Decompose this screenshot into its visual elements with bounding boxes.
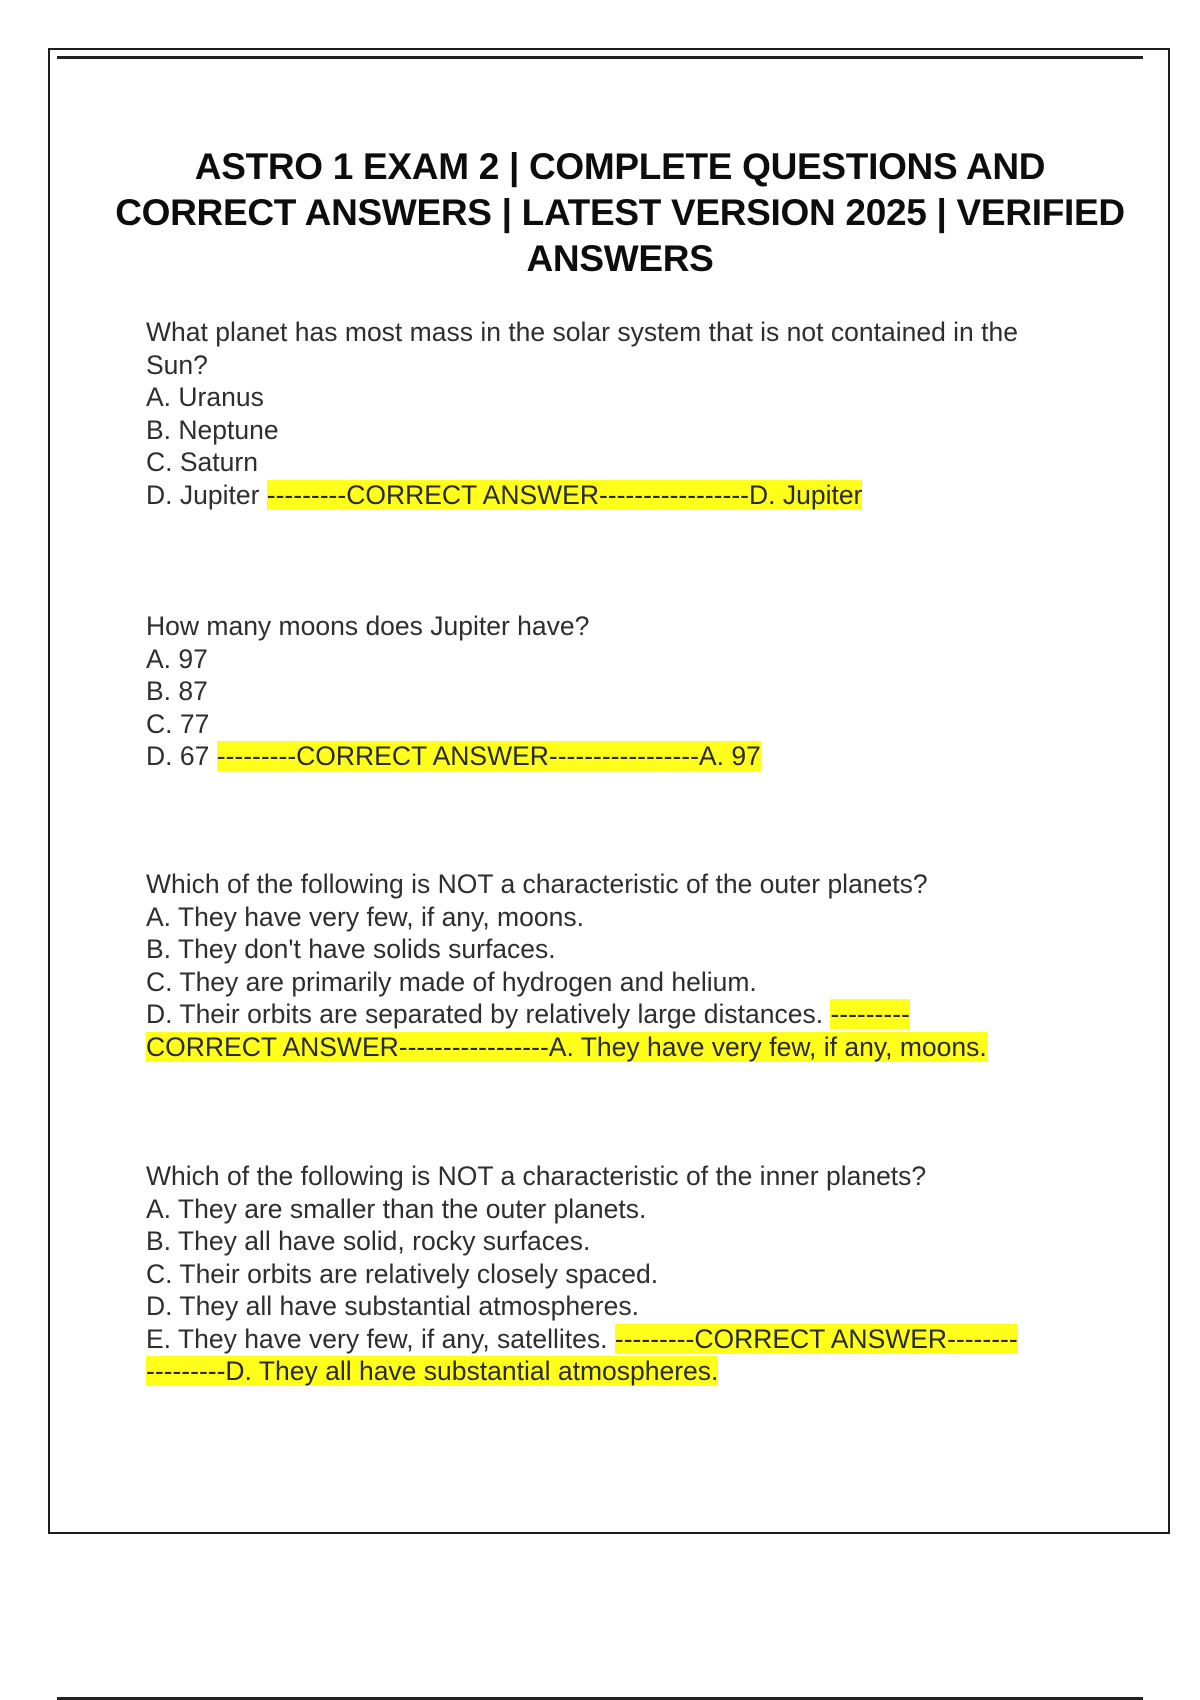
option-c: C. Saturn	[146, 447, 258, 477]
question-4	[146, 1160, 1086, 1388]
option-d: D. Jupiter	[146, 479, 260, 510]
answer-row	[146, 1031, 1086, 1064]
correct-answer-highlight: ---------	[830, 999, 910, 1029]
question-prompt: How many moons does Jupiter have?	[146, 611, 590, 641]
question-prompt: Which of the following is NOT a characteristic of the outer planets?	[146, 869, 928, 899]
question-1	[146, 316, 1086, 511]
option-c: C. Their orbits are relatively closely spaced.	[146, 1258, 659, 1289]
option-a: A. They are smaller than the outer planets.	[146, 1193, 647, 1224]
question-3	[146, 868, 1086, 1063]
correct-answer-highlight: ---------CORRECT ANSWER--------	[614, 1323, 1018, 1354]
option-a: A. Uranus	[146, 382, 264, 412]
correct-answer-highlight: ---------CORRECT ANSWER-----------------D. Jupiter	[266, 479, 863, 510]
correct-answer-highlight: ---------CORRECT ANSWER-----------------A. 97	[216, 741, 761, 771]
option-b: B. Neptune	[146, 414, 279, 445]
option-a: A. 97	[146, 643, 208, 674]
option-d: D. 67	[146, 741, 210, 771]
option-c: C. They are primarily made of hydrogen and helium.	[146, 966, 757, 997]
answer-row	[146, 1355, 1086, 1388]
question-prompt-cont: Sun?	[146, 349, 208, 380]
document-title: ASTRO 1 EXAM 2 | COMPLETE QUESTIONS AND CORRECT ANSWERS | LATEST VERSION 2025 | VERIFIED ANSWERS	[115, 146, 1125, 279]
option-b: B. They don't have solids surfaces.	[146, 934, 556, 964]
header-rule	[57, 56, 1143, 59]
option-d-row	[146, 479, 1086, 512]
question-prompt: Which of the following is NOT a characteristic of the inner planets?	[146, 1161, 927, 1191]
option-d-row	[146, 740, 1086, 773]
option-d: D. They all have substantial atmospheres.	[146, 1291, 639, 1321]
correct-answer-highlight-cont: CORRECT ANSWER-----------------A. They have very few, if any, moons.	[146, 1031, 987, 1062]
option-a: A. They have very few, if any, moons.	[146, 901, 584, 932]
correct-answer-highlight-cont: ---------D. They all have substantial atmospheres.	[146, 1356, 719, 1386]
option-b: B. 87	[146, 676, 208, 706]
option-e: E. They have very few, if any, satellites.	[146, 1323, 608, 1354]
option-b: B. They all have solid, rocky surfaces.	[146, 1226, 591, 1256]
option-e-row	[146, 1323, 1086, 1356]
option-c: C. 77	[146, 708, 210, 739]
option-d-row	[146, 998, 1086, 1031]
question-prompt: What planet has most mass in the solar system that is not contained in the	[146, 317, 1018, 347]
question-2	[146, 610, 1086, 773]
option-d: D. Their orbits are separated by relatively large distances.	[146, 999, 824, 1029]
